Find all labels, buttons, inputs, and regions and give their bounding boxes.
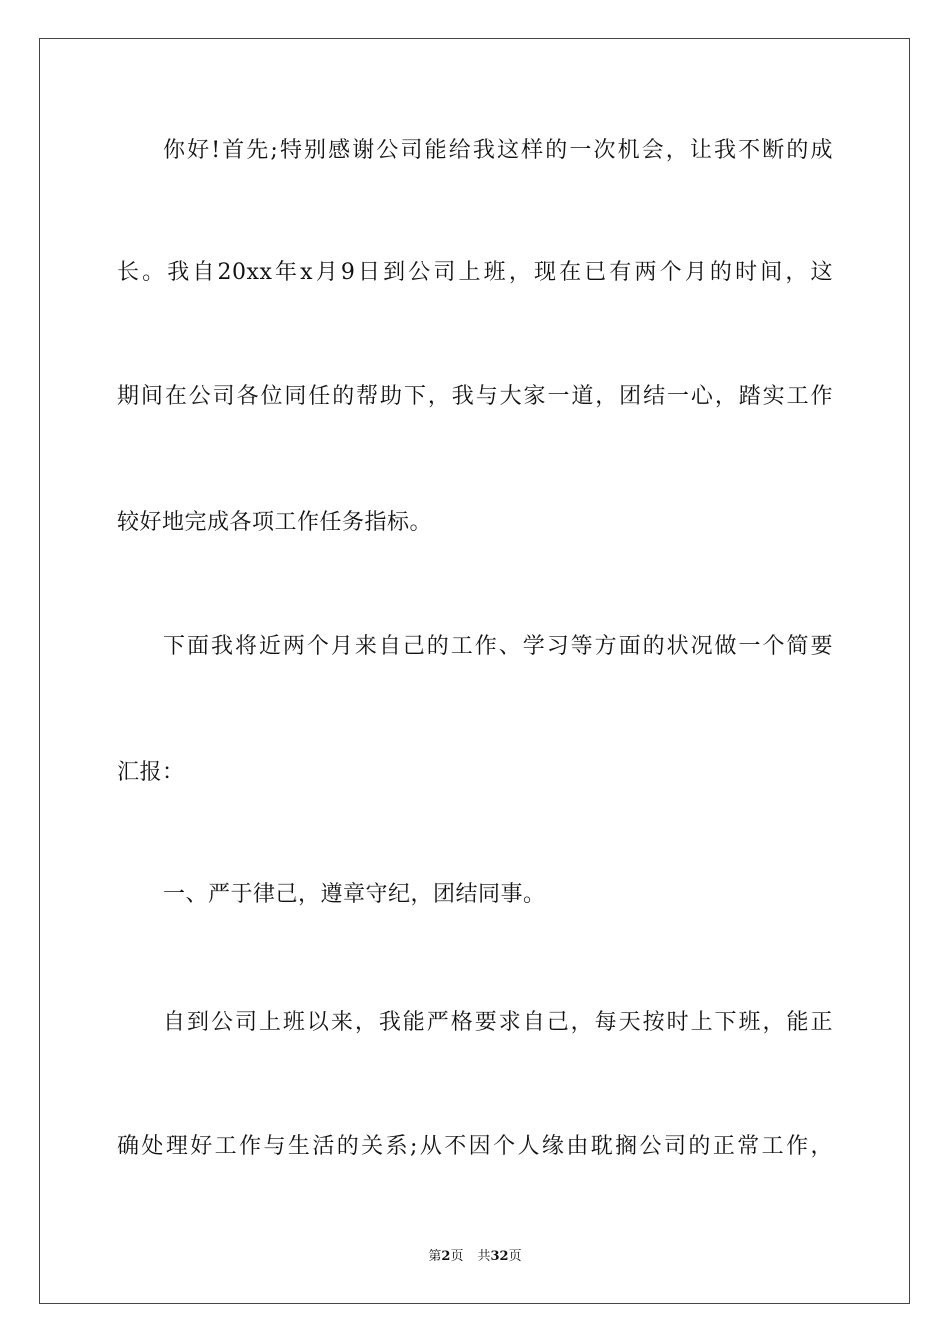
- total-prefix: 共: [477, 1249, 491, 1264]
- page-suffix: 页: [450, 1249, 464, 1264]
- page-footer: [0, 1248, 950, 1266]
- paragraph-line: 较好地完成各项工作任务指标。: [117, 510, 433, 535]
- paragraph-line: 长。我自20xx年x月9日到公司上班，现在已有两个月的时间，这: [117, 260, 833, 285]
- page-total: 32: [490, 1249, 509, 1264]
- total-suffix: 页: [508, 1249, 522, 1264]
- paragraph-line: 你好!首先;特别感谢公司能给我这样的一次机会，让我不断的成: [163, 138, 833, 163]
- paragraph-line: 期间在公司各位同任的帮助下，我与大家一道，团结一心，踏实工作: [117, 384, 833, 409]
- paragraph-line: 下面我将近两个月来自己的工作、学习等方面的状况做一个简要: [163, 634, 833, 659]
- page-border: [39, 38, 910, 1304]
- page-prefix: 第: [428, 1249, 442, 1264]
- paragraph-line: 自到公司上班以来，我能严格要求自己，每天按时上下班，能正: [163, 1010, 833, 1035]
- page-current: 2: [441, 1249, 451, 1264]
- paragraph-line: 汇报：: [117, 760, 185, 785]
- paragraph-line: 确处理好工作与生活的关系;从不因个人缘由耽搁公司的正常工作，: [117, 1134, 833, 1159]
- section-heading: 一、严于律己，遵章守纪，团结同事。: [163, 882, 546, 907]
